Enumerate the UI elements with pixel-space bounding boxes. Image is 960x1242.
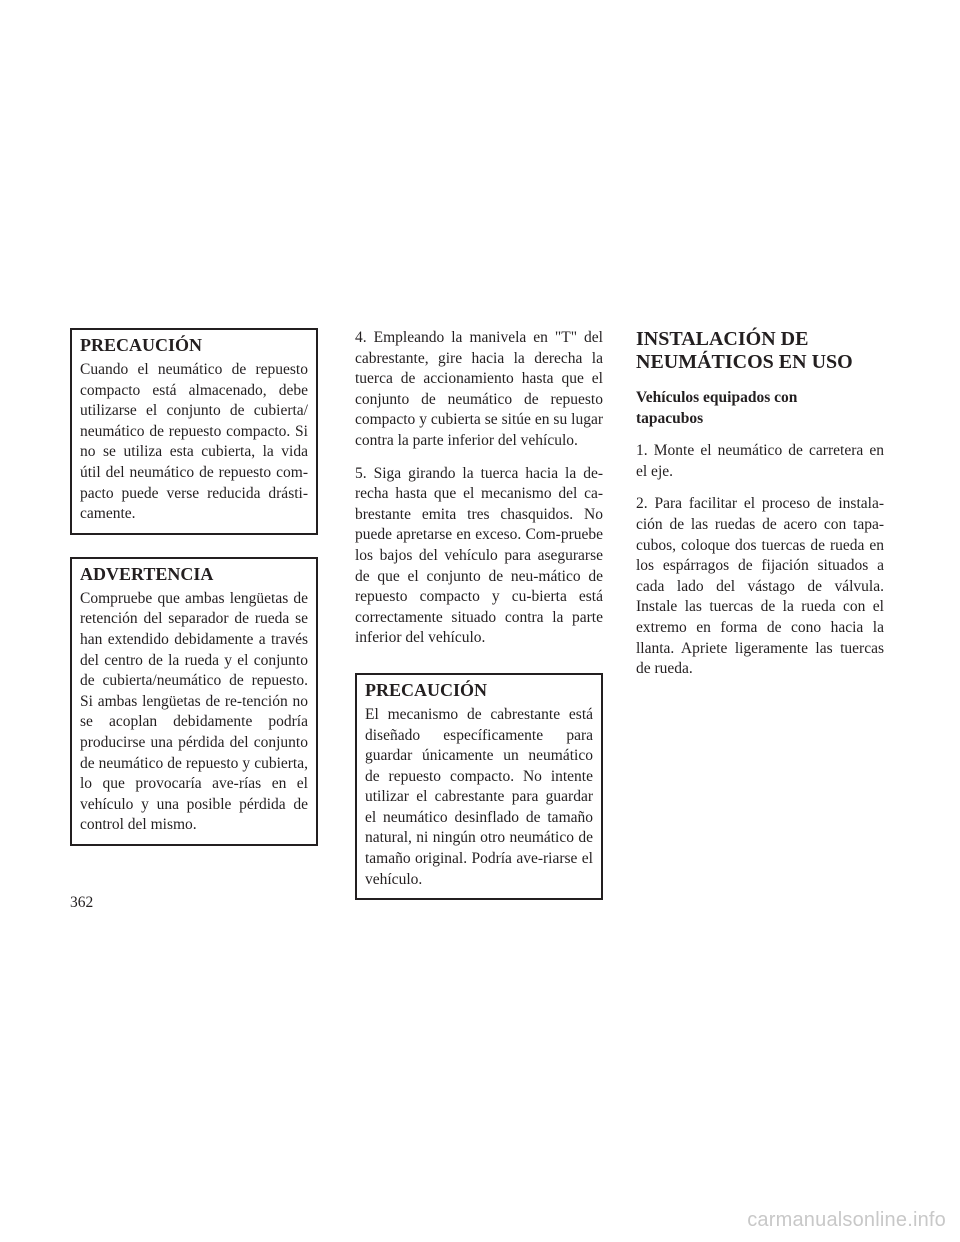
caution-box-winch <box>355 673 603 900</box>
caution-title: PRECAUCIÓN <box>365 679 488 700</box>
column-right <box>636 328 884 692</box>
section-heading-line-2: NEUMÁTICOS EN USO <box>636 351 853 373</box>
caution-body: Cuando el neumático de repuesto compacto está almacenado, debe utilizarse el conjunto de cubierta/ neumático de repuesto compacto. Si no se utiliza esta cubierta, la vida útil del neumático de repuesto com-pacto puede verse reducida drásti-camente. <box>80 361 308 523</box>
caution-body: El mecanismo de cabrestante está diseñado específicamente para guardar únicamente un neumático de repuesto compacto. No intente utilizar el cabrestante para guardar el neumático desinflado de tamaño natural, ni ningún otro neumático de tamaño original. Podría ave-riarse el vehículo. <box>365 705 593 888</box>
column-left <box>70 328 318 846</box>
step-5-paragraph: 5. Siga girando la tuerca hacia la de-recha hasta que el mecanismo del ca-brestante emita tres chasquidos. No puede apretarse en exceso. Com-pruebe los bajos del vehículo para asegurarse de que el conjunto de neu-mático de repuesto compacto y cu-bierta está correctamente situado contra la parte inferior del vehículo. <box>355 464 603 647</box>
step-2-paragraph: 2. Para facilitar el proceso de instala-ción de las ruedas de acero con tapa-cubos, coloque dos tuercas de rueda en los espárragos de fijación situados a cada lado del vástago de válvula. Instale las tuercas de la rueda con el extremo en forma de cono hacia la llanta. Apriete ligeramente las tuercas de rueda. <box>636 495 884 678</box>
watermark-text: carmanualsonline.info <box>747 1209 946 1231</box>
caution-box-spare-cover <box>70 328 318 535</box>
step-1-paragraph: 1. Monte el neumático de carretera en el eje. <box>636 442 884 480</box>
page-number: 362 <box>70 894 94 911</box>
section-heading-line-1: INSTALACIÓN DE <box>636 328 809 350</box>
subheading-line-1: Vehículos equipados con <box>636 389 798 406</box>
subheading-line-2: tapacubos <box>636 409 704 427</box>
warning-body: Compruebe que ambas lengüetas de retención del separador de rueda se han extendido debidamente a través del centro de la rueda y el conjunto de cubierta/neumático de repuesto. Si ambas lengüetas de re-tención no se acoplan debidamente podría producirse una pérdida del conjunto de neumático de repuesto y cubierta, lo que provocaría ave-rías en el vehículo y una posible pérdida de control del mismo. <box>80 589 308 834</box>
subheading-hubcaps <box>636 388 884 429</box>
warning-title: ADVERTENCIA <box>80 563 214 584</box>
step-4-paragraph: 4. Empleando la manivela en "T" del cabrestante, gire hacia la derecha la tuerca de accionamiento hasta que el conjunto de neumático de repuesto compacto y cubierta se sitúe en su lugar contra la parte inferior del vehículo. <box>355 329 603 449</box>
warning-box-retention-tabs <box>70 557 318 846</box>
column-middle <box>355 328 603 900</box>
section-heading <box>636 328 884 374</box>
caution-title: PRECAUCIÓN <box>80 335 203 355</box>
